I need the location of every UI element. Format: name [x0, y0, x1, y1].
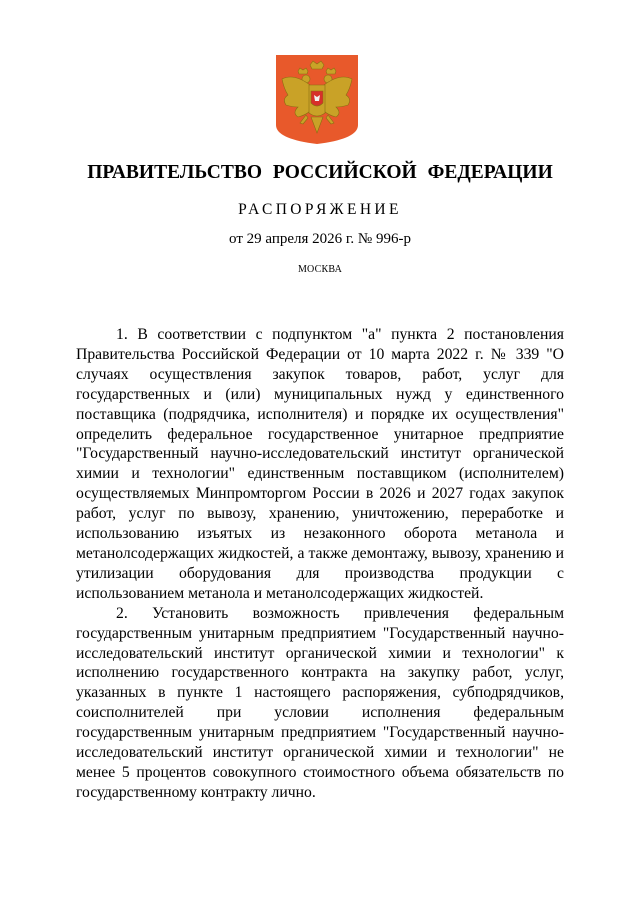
- paragraph-2: 2. Установить возможность привлечения федеральным государственным унитарным предприятием "Государственный научно-исследовательский институт органической химии и технологии" к исполнению государственного контракта на закупку работ, услуг, указанных в пункте 1 настоящего распоряжения, субподрядчиков, соисполнителей при условии исполнения федеральным государственным унитарным предприятием "Государственный научно-исследовательский институт органической химии и технологии" не менее 5 процентов совокупного стоимостного объема обязательств по государственному контракту лично.: [76, 604, 564, 801]
- document-city: МОСКВА: [297, 264, 343, 275]
- coat-of-arms-icon: [276, 55, 358, 144]
- government-title: ПРАВИТЕЛЬСТВО РОССИЙСКОЙ ФЕДЕРАЦИИ: [87, 162, 553, 183]
- document-date-number: от 29 апреля 2026 г. № 996-р: [229, 231, 411, 247]
- document-body: [76, 325, 564, 803]
- paragraph-1: 1. В соответствии с подпунктом "а" пункта 2 постановления Правительства Российской Федерации от 10 марта 2022 г. № 339 "О случаях осуществления закупок товаров, работ, услуг для государственных и (или) муниципальных нужд у единственного поставщика (подрядчика, исполнителя) и порядке их осуществления" определить федеральное государственное унитарное предприятие "Государственный научно-исследовательский институт органической химии и технологии" единственным поставщиком (исполнителем) осуществляемых Минпромторгом России в 2026 и 2027 годах закупок работ, услуг по вывозу, хранению, уничтожению, переработке и использованию изъятых из незаконного оборота метанола и метанолсодержащих жидкостей, а также демонтажу, вывозу, хранению и утилизации оборудования для производства продукции с использованием метанола и метанолсодержащих жидкостей.: [76, 326, 564, 602]
- document-type: РАСПОРЯЖЕНИЕ: [238, 201, 402, 218]
